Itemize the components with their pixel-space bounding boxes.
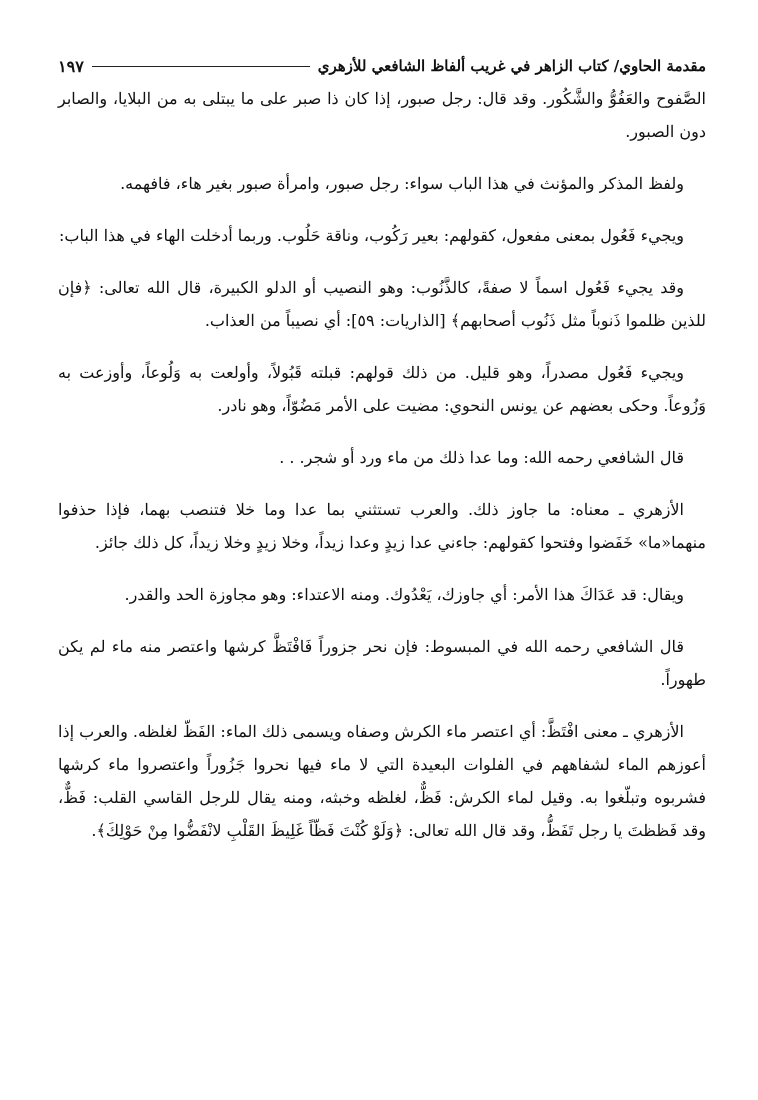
paragraph: ولفظ المذكر والمؤنث في هذا الباب سواء: رجل صبور، وامرأة صبور بغير هاء، فافهمه. — [120, 174, 684, 193]
page-number: ١٩٧ — [58, 56, 84, 76]
paragraph: وقد يجيء فَعُول اسماً لا صفةً، كالذَّنُوب: وهو النصيب أو الدلو الكبيرة، قال الله تعالى: ﴿فإن للذين ظلموا ذَنوباً مثل ذَنُوب أصحابهم﴾ [الذاريات: ٥٩]: أي نصيباً من العذاب. — [58, 278, 706, 330]
book-page — [58, 50, 706, 847]
paragraph: الصَّفوح والعَفُوُّ والشَّكُور. وقد قال: رجل صبور، إذا كان ذا صبر على ما يبتلى به من البلايا، والصابر دون الصبور. — [58, 89, 706, 141]
paragraph: الأزهري ـ معنى افْتَظَّ: أي اعتصر ماء الكرش وصفاه ويسمى ذلك الماء: الفَظّ لغلظه. والعرب إذا أعوزهم الماء لشفاههم في الفلوات البعيدة التي لا ماء فيها نحروا جَزُوراً واعتصروا ماء كرشها فشربوه وتبلّغوا به. وقيل لماء الكرش: فَظٌّ، لغلظه وخبثه، ومنه يقال للرجل القاسي القلب: فَظٌّ، وقد فَظظتَ يا رجل تَفَظُّ، وقد قال الله تعالى: ﴿وَلَوْ كُنْتَ فَظّاً غَلِيظَ القَلْبِ لانْفَضُّوا مِنْ حَوْلِكَ﴾. — [58, 722, 706, 840]
paragraph: قال الشافعي رحمه الله في المبسوط: فإن نحر جزوراً فَافْتَظَّ كرشها واعتصر منه ماء لم يكن طهوراً. — [58, 637, 706, 689]
paragraph: ويجيء فَعُول مصدراً، وهو قليل. من ذلك قولهم: قبلته قَبُولاً، وأولعت به وَلُوعاً، وأوزعت به وَزُوعاً. وحكى بعضهم عن يونس النحوي: مضيت على الأمر مَضُوّاً، وهو نادر. — [58, 363, 706, 415]
header-title: مقدمة الحاوي/ كتاب الزاهر في غريب ألفاظ الشافعي للأزهري — [317, 57, 706, 75]
paragraph: الأزهري ـ معناه: ما جاوز ذلك. والعرب تستثني بما عدا وما خلا فتنصب بهما، فإذا حذفوا منهما«ما» خَفَضوا وفتحوا كقولهم: جاءني عدا زيدٍ وعدا زيداً، وخلا زيدٍ وخلا زيداً، كل ذلك جائز. — [58, 500, 706, 552]
running-header — [58, 50, 706, 82]
header-rule — [92, 66, 310, 67]
body-text — [58, 82, 706, 847]
paragraph: قال الشافعي رحمه الله: وما عدا ذلك من ماء ورد أو شجر. . . — [279, 448, 684, 467]
paragraph: ويقال: قد عَدَاكَ هذا الأمر: أي جاوزك، يَعْدُوك. ومنه الاعتداء: وهو مجاوزة الحد والقدر. — [124, 585, 684, 604]
paragraph: ويجيء فَعُول بمعنى مفعول، كقولهم: بعير رَكُوب، وناقة حَلُوب. وربما أدخلت الهاء في هذا الباب: — [59, 226, 684, 245]
